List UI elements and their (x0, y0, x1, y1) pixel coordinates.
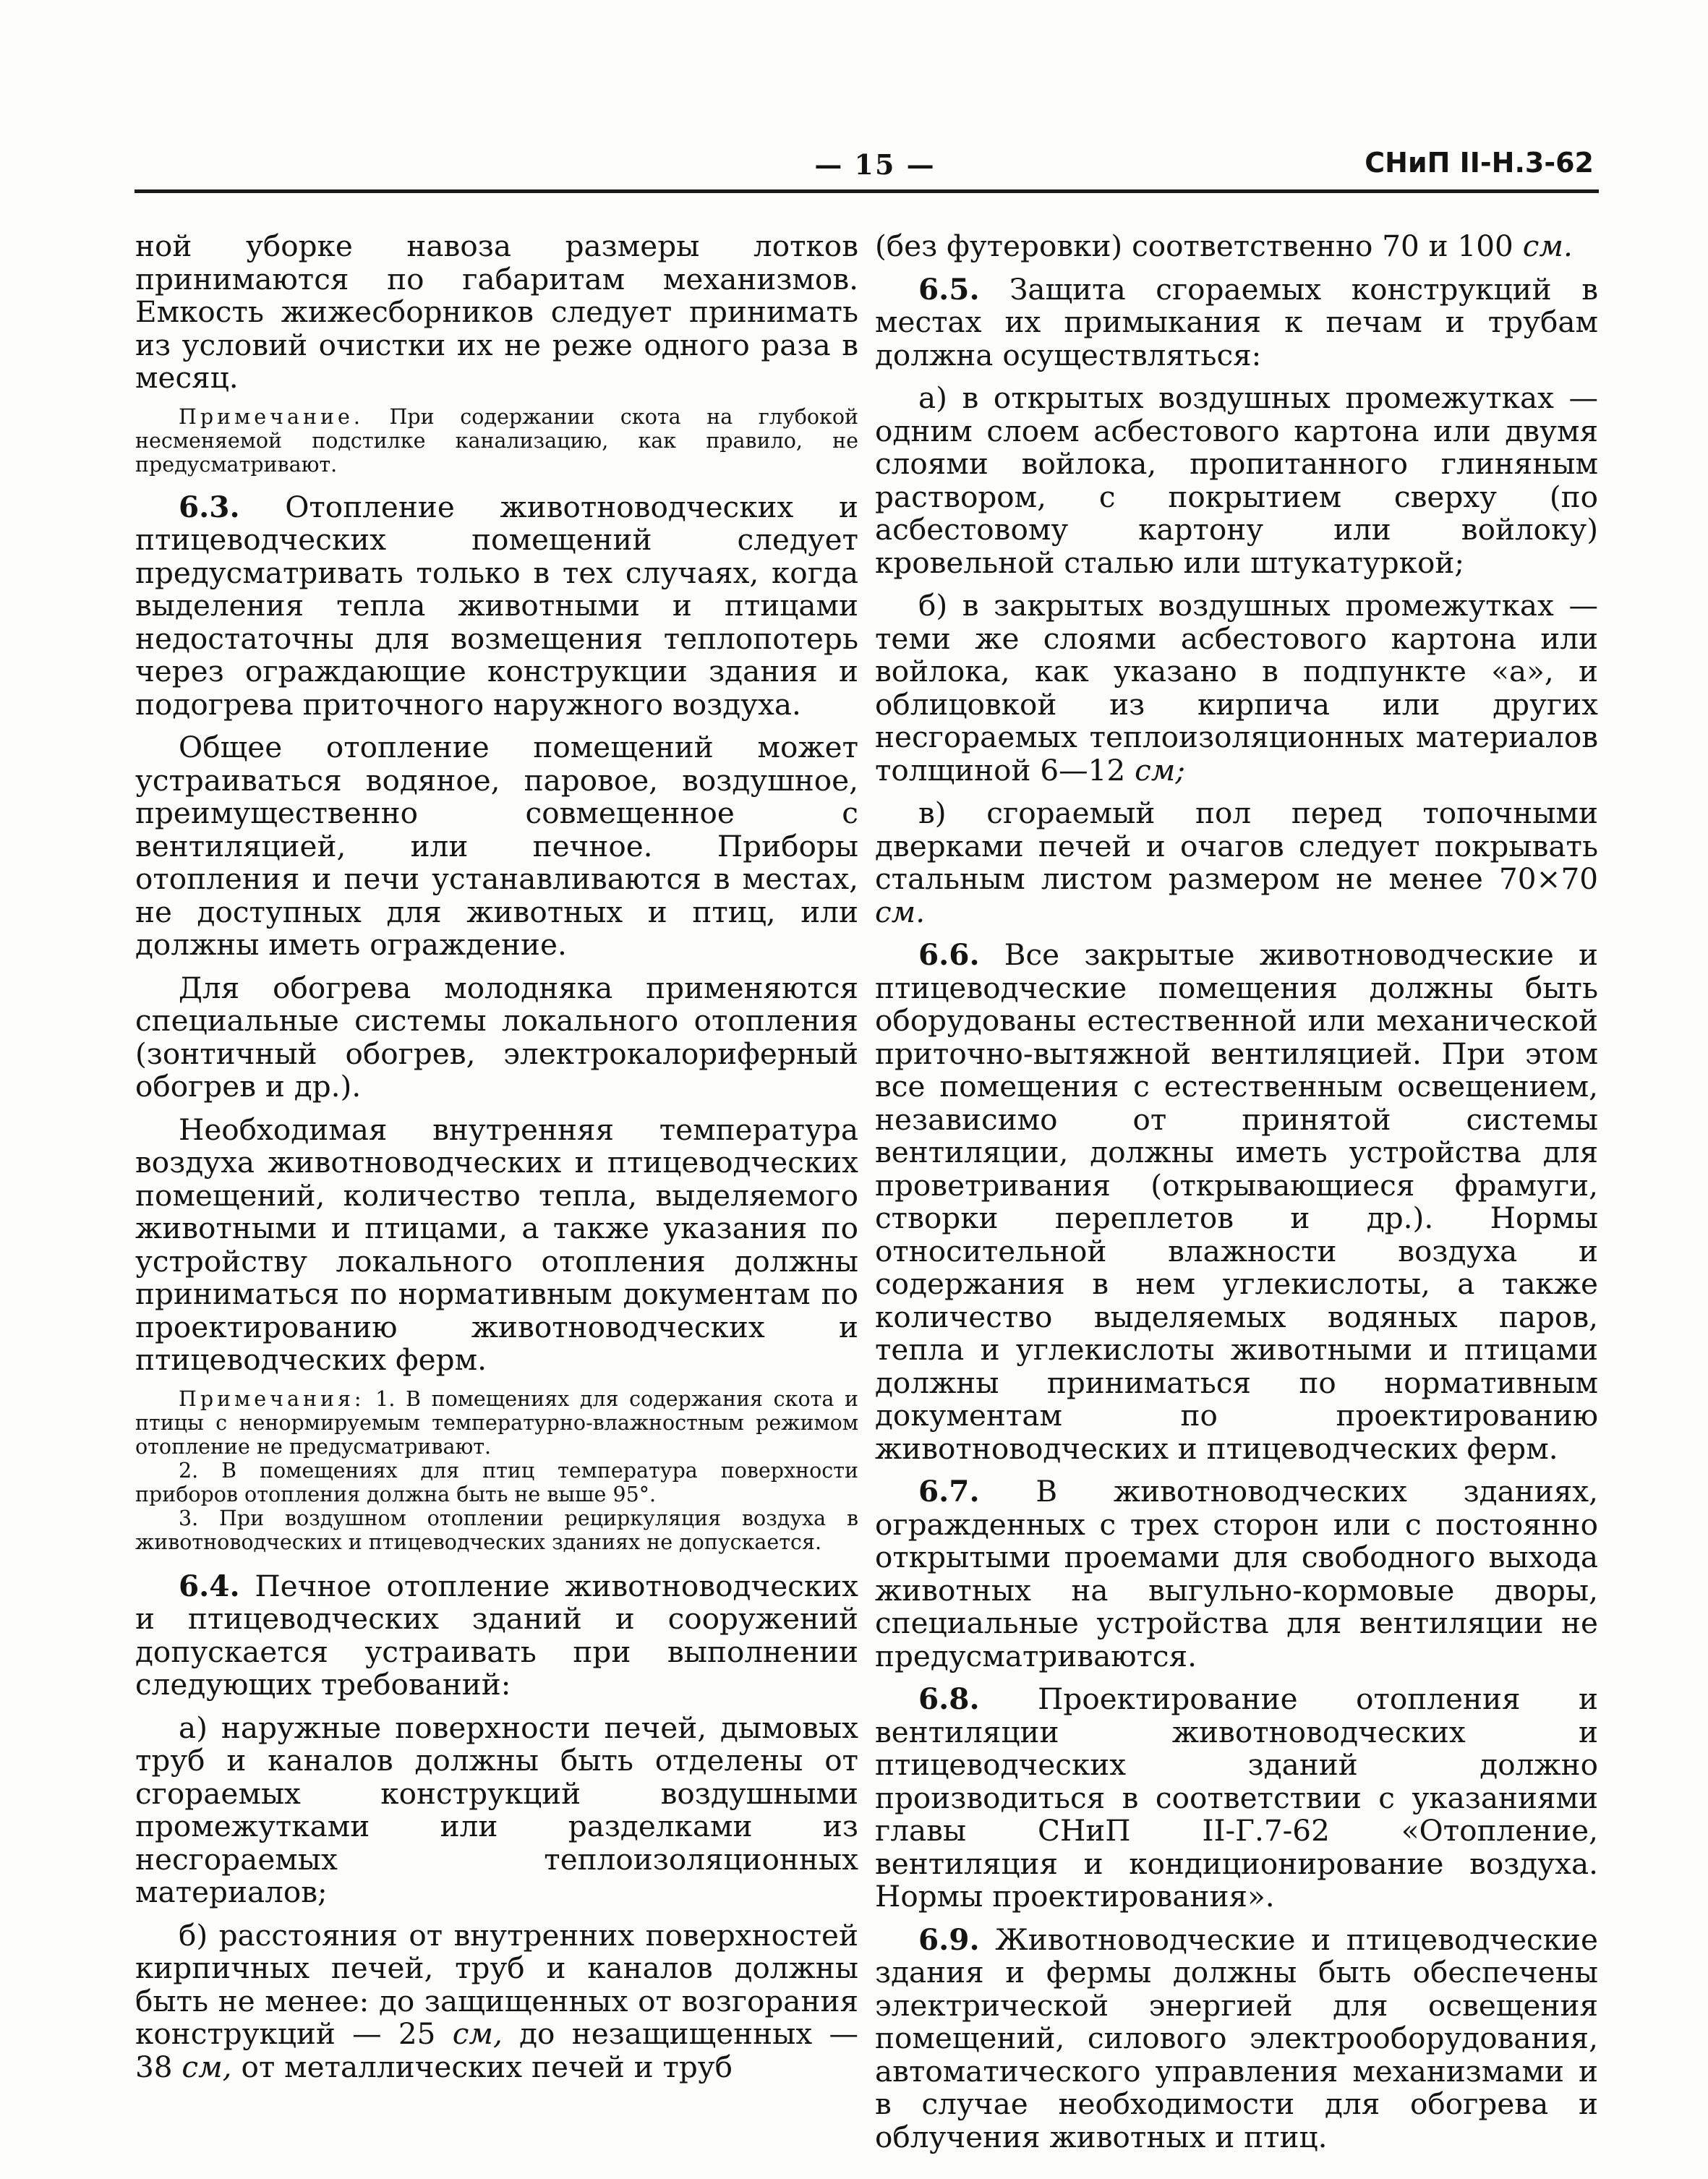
paragraph-continuation: ной уборке навоза размеры лотков принимаются по габаритам механизмов. Емкость жижесборников следует принимать из условий очистки их не реже одного раза в месяц. (135, 229, 858, 395)
clause-number: 6.7. (918, 1474, 980, 1509)
document-code: СНиП II-Н.3-62 (1365, 147, 1594, 179)
clause-number: 6.8. (918, 1681, 980, 1716)
clause-number: 6.5. (918, 271, 980, 307)
note-2-item-3: 3. При воздушном отоплении рециркуляция воздуха в животноводческих и птицеводческих зданиях не допускается. (135, 1506, 858, 1554)
note-2-item-2: 2. В помещениях для птиц температура поверхности приборов отопления должна быть не выше 95°. (135, 1458, 858, 1506)
unit-text: см, (182, 2049, 232, 2084)
clause-6-7 (875, 1475, 1598, 1673)
paragraph-6-3-b: Общее отопление помещений может устраиваться водяное, паровое, воздушное, преимущественно совмещенное с вентиляцией, или печное. Приборы отопления и печи устанавливаются в местах, не доступных для животных и птиц, или должны иметь ограждение. (135, 730, 858, 962)
left-column (135, 230, 858, 2094)
unit-text: см. (875, 894, 926, 929)
clause-6-5 (875, 273, 1598, 372)
clause-6-4 (135, 1570, 858, 1702)
item-6-4-a: а) наружные поверхности печей, дымовых труб и каналов должны быть отделены от сгораемых конструкций воздушными промежутками или разделками из несгораемых теплоизоляционных материалов; (135, 1710, 858, 1909)
item-6-5-c (875, 797, 1598, 929)
header-rule (134, 189, 1599, 193)
clause-text: В животноводческих зданиях, огражденных с трех сторон или с постоянно открытыми проемами для свободного выхода животных на выгульно-кормовые дворы, специальные устройства для вентиляции не предусматриваются. (875, 1474, 1598, 1673)
clause-6-6 (875, 939, 1598, 1465)
note-text: 1. В помещениях для содержания скота и птицы с ненормируемым температурно-влажностным режимом отопление не предусматривают. (135, 1386, 858, 1459)
item-6-5-a: а) в открытых воздушных промежутках — одним слоем асбестового картона или двумя слоями войлока, пропитанного глиняным раствором, с покрытием сверху (по асбестовому картону или войлоку) кровельной сталью или штукатуркой; (875, 380, 1598, 580)
paragraph-6-3-d: Необходимая внутренняя температура воздуха животноводческих и птицеводческих помещений, количество тепла, выделяемого животными и птицами, а также указания по устройству локального отопления должны приниматься по нормативным документам по проектированию животноводческих и птицеводческих ферм. (135, 1112, 858, 1377)
note-text: При содержании скота на глубокой несменяемой подстилке канализацию, как правило, не предусматривают. (135, 404, 858, 477)
clause-text: Все закрытые животноводческие и птицеводческие помещения должны быть оборудованы естественной или механической приточно-вытяжной вентиляцией. При этом все помещения с естественным освещением, независимо от принятой системы вентиляции, должны иметь устройства для проветривания (открывающиеся фрамуги, створки переплетов и др.). Нормы относительной влажности воздуха и содержания в нем углекислоты, а также количество выделяемых водяных паров, тепла и углекислоты животными и птицами должны приниматься по нормативным документам по проектированию животноводческих и птицеводческих ферм. (875, 937, 1598, 1466)
item-text: от металлических печей и труб (241, 2049, 733, 2084)
clause-number: 6.9. (918, 1922, 980, 1957)
clause-text: Печное отопление животноводческих и птицеводческих зданий и сооружений допускается устраивать при выполнении следующих требований: (135, 1568, 858, 1702)
note-1 (135, 405, 858, 477)
clause-text: Защита сгораемых конструкций в местах их примыкания к печам и трубам должна осуществляться: (875, 271, 1599, 372)
note-label: Примечания: (179, 1386, 365, 1411)
item-text: б) в закрытых воздушных промежутках — теми же слоями асбестового картона или войлока, как указано в подпункте «а», и облицовкой из кирпича или других несгораемых теплоизоляционных материалов толщиной 6—12 (875, 588, 1598, 788)
item-text: в) сгораемый пол перед топочными дверками печей и очагов следует покрывать стальным листом размером не менее 70×70 (875, 796, 1598, 896)
paragraph-6-3-c: Для обогрева молодняка применяются специальные системы локального отопления (зонтичный обогрев, электрокалориферный обогрев и др.). (135, 970, 858, 1104)
paragraph-text: (без футеровки) соответственно 70 и 100 (875, 229, 1513, 263)
clause-number: 6.4. (179, 1568, 240, 1603)
item-text: до незащищенных — 38 (135, 2016, 858, 2084)
unit-text: см; (1135, 752, 1185, 788)
clause-text: Животноводческие и птицеводческие здания и фермы должны быть обеспечены электрической энергией для освещения помещений, силового электрооборудования, автоматического управления механизмами и в случае необходимости для обогрева и облучения животных и птиц. (875, 1922, 1599, 2154)
item-text: б) расстояния от внутренних поверхностей кирпичных печей, труб и каналов должны быть не менее: до защищенных от возгорания конструкций — 25 (135, 1917, 858, 2051)
item-6-5-b (875, 589, 1598, 787)
item-6-4-b (135, 1919, 858, 2084)
note-2-item-1 (135, 1387, 858, 1459)
clause-text: Отопление животноводческих и птицеводческих помещений следует предусматривать только в тех случаях, когда выделения тепла животными и птицами недостаточны для возмещения теплопотерь через ограждающие конструкции здания и подогрева приточного наружного воздуха. (135, 489, 858, 722)
unit-text: см. (1522, 229, 1573, 263)
clause-text: Проектирование отопления и вентиляции животноводческих и птицеводческих зданий должно производиться в соответствии с указаниями главы СНиП II-Г.7-62 «Отопление, вентиляция и кондиционирование воздуха. Нормы проектирования». (875, 1681, 1599, 1914)
page-number: — 15 — (814, 148, 936, 181)
clause-6-8 (875, 1683, 1598, 1914)
clause-6-3 (135, 491, 858, 722)
right-column (875, 230, 1598, 2164)
clause-6-9 (875, 1924, 1598, 2154)
clause-number: 6.3. (179, 489, 240, 524)
unit-text: см, (452, 2016, 503, 2051)
clause-number: 6.6. (918, 937, 980, 972)
paragraph-continuation (875, 230, 1598, 263)
note-label: Примечание. (179, 404, 364, 429)
